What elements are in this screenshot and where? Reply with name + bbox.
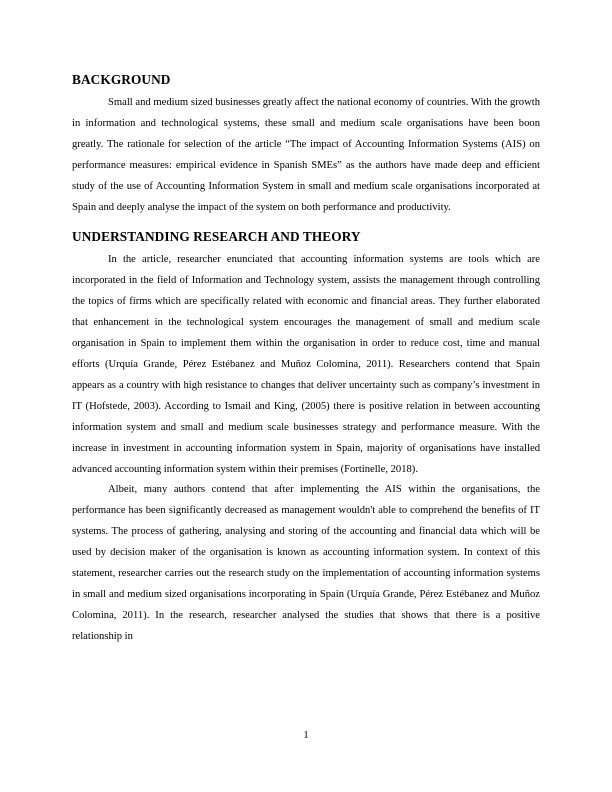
background-paragraph: Small and medium sized businesses greatly affect the national economy of countries. With the growth in information and technological systems, these small and medium scale organisations have been boon greatly. The rationale for selection of the article “The impact of Accounting Information Systems (AIS) on performance measures: empirical evidence in Spanish SMEs” as the authors have made deep and efficient study of the use of Accounting Information System in small and medium scale organisations incorporated at Spain and deeply analyse the impact of the system on both performance and productivity. <box>72 97 540 213</box>
page-content <box>72 71 540 648</box>
section-heading-background: BACKGROUND <box>72 72 171 87</box>
research-paragraph-1: In the article, researcher enunciated that accounting information systems are tools which are incorporated in the field of Information and Technology system, assists the management through controlling the topics of firms which are specifically related with economic and financial areas. They further elaborated that enhancement in the technological system encourages the management of small and medium scale organisation in Spain to implement them within the organisation in order to reduce cost, time and manual efforts (Urquía Grande, Pérez Estébanez and Muñoz Colomina, 2011). Researchers contend that Spain appears as a country with high resistance to changes that deliver uncertainty such as company’s investment in IT (Hofstede, 2003). According to Ismail and King, (2005) there is positive relation in between accounting information system and small and medium scale businesses strategy and performance measure. With the increase in investment in accounting information system in Spain, majority of organisations have installed advanced accounting information system within their premises (Fortinelle, 2018). <box>72 254 540 475</box>
page-number: 1 <box>303 730 309 741</box>
section-heading-understanding-research: UNDERSTANDING RESEARCH AND THEORY <box>72 229 361 245</box>
research-paragraph-2: Albeit, many authors contend that after implementing the AIS within the organisations, the performance has been significantly decreased as management wouldn't able to comprehend the benefits of IT systems. The process of gathering, analysing and storing of the accounting and financial data which will be used by decision maker of the organisation is known as accounting information system. In context of this statement, researcher carries out the research study on the implementation of accounting information systems in small and medium sized organisations incorporating in Spain (Urquía Grande, Pérez Estébanez and Muñoz Colomina, 2011). In the research, researcher analysed the studies that shows that there is a positive relationship in <box>72 484 540 642</box>
